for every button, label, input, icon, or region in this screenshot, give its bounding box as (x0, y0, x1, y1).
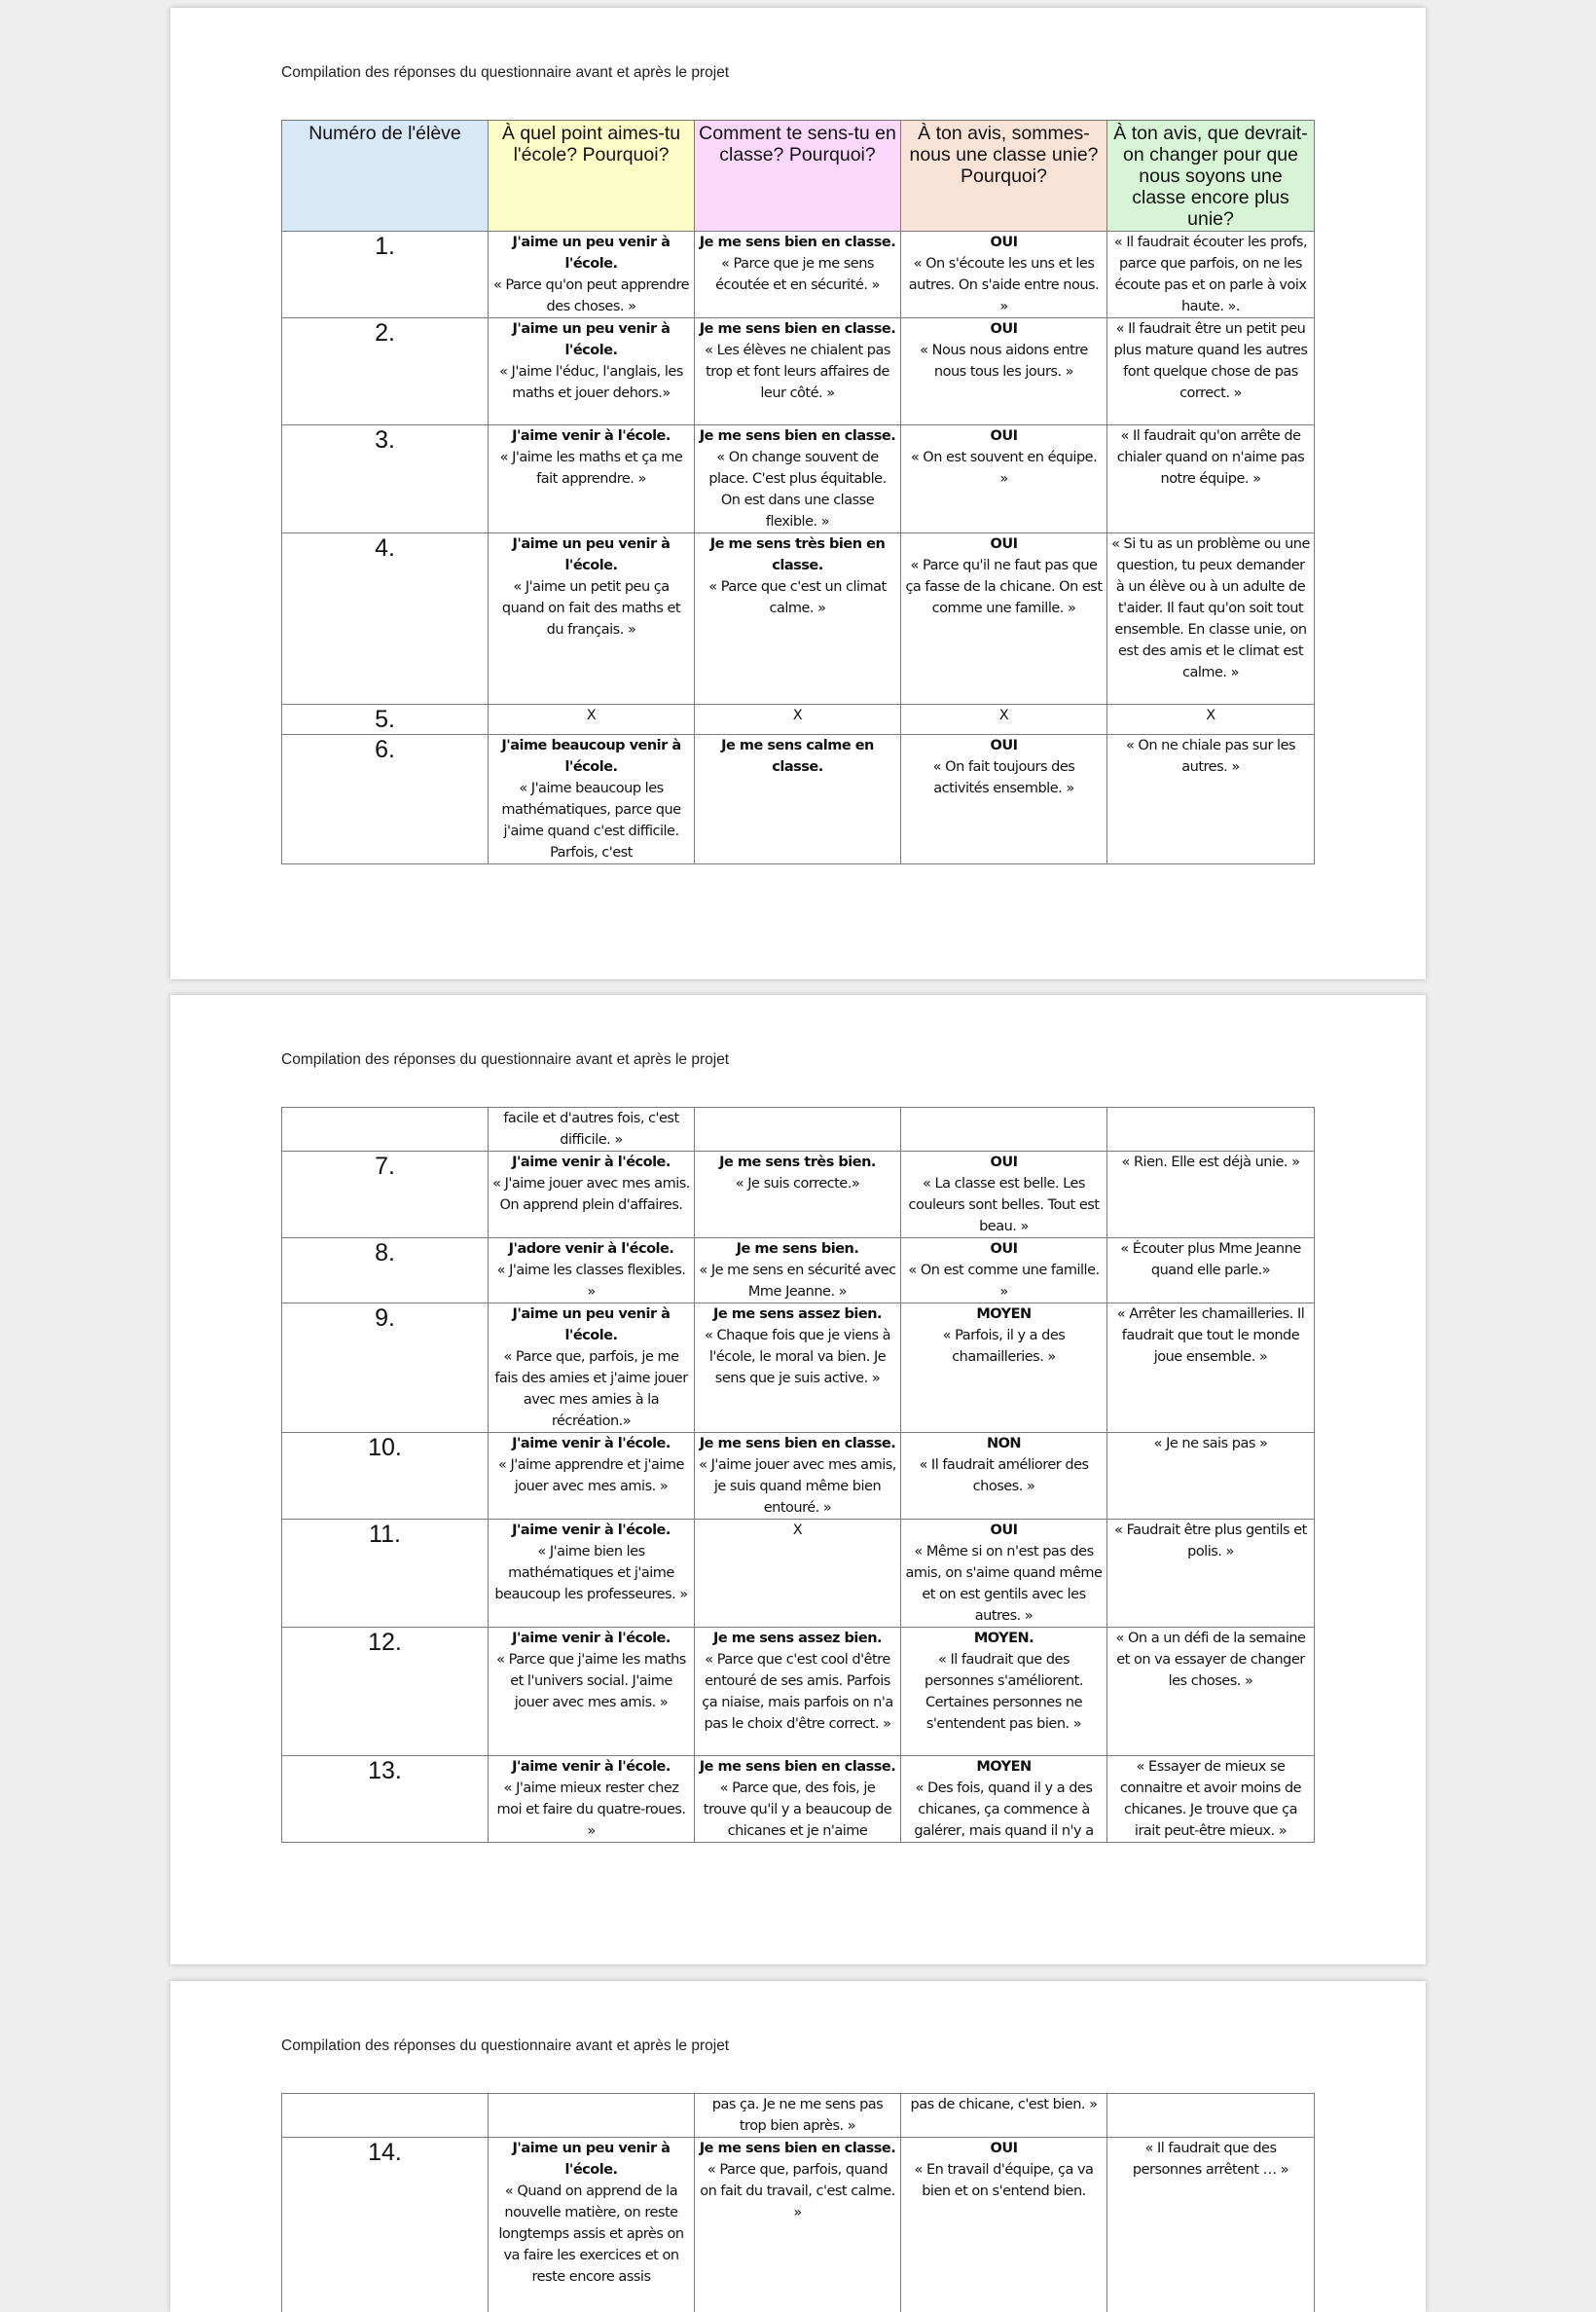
answer-cell (489, 1152, 695, 1238)
answer-main: J'aime venir à l'école. (492, 1628, 690, 1649)
student-number: 6. (282, 735, 489, 864)
answer-main: OUI (905, 1520, 1103, 1541)
answer-cell (901, 1303, 1107, 1433)
table-row (282, 1628, 1315, 1756)
answer-cell (695, 533, 901, 705)
answer-quote: « Je suis correcte.» (699, 1173, 896, 1194)
answer-quote: « La classe est belle. Les couleurs sont belles. Tout est beau. » (905, 1173, 1103, 1237)
answer-cell (695, 1520, 901, 1628)
column-header-student-number: Numéro de l'élève (282, 121, 489, 232)
answer-cell (489, 318, 695, 425)
answer-quote: « J'aime jouer avec mes amis. On apprend plein d'affaires. (492, 1173, 690, 1216)
table-row (282, 2094, 1315, 2138)
answer-main: Je me sens assez bien. (699, 1303, 896, 1325)
answer-main: OUI (905, 1152, 1103, 1173)
answer-cell (901, 1520, 1107, 1628)
table-row (282, 1433, 1315, 1520)
page-header: Compilation des réponses du questionnaire avant et après le projet (281, 64, 729, 82)
answer-quote: X (699, 705, 896, 726)
table-row (282, 533, 1315, 705)
answer-quote: « Faudrait être plus gentils et polis. » (1111, 1520, 1310, 1562)
student-number: 8. (282, 1238, 489, 1303)
document-page-3 (170, 1981, 1426, 2312)
answer-cell (1107, 1303, 1315, 1433)
answer-quote: « Parce que, parfois, je me fais des amies et j'aime jouer avec mes amies à la récréation.» (492, 1346, 690, 1432)
page-header: Compilation des réponses du questionnaire avant et après le projet (281, 1051, 729, 1069)
table-row (282, 1756, 1315, 1843)
answer-quote: « Parce que je me sens écoutée et en sécurité. » (699, 253, 896, 296)
student-number: 3. (282, 425, 489, 533)
table-row (282, 318, 1315, 425)
answer-quote: « Même si on n'est pas des amis, on s'aime quand même et on est gentils avec les autres. » (905, 1541, 1103, 1627)
answer-cell (489, 2094, 695, 2138)
answer-quote: « J'aime jouer avec mes amis, je suis quand même bien entouré. » (699, 1454, 896, 1519)
answer-main: J'adore venir à l'école. (492, 1238, 690, 1260)
table-row (282, 1303, 1315, 1433)
student-number (282, 1108, 489, 1152)
answer-quote: « On est comme une famille. » (905, 1260, 1103, 1303)
answer-quote: X (905, 705, 1103, 726)
answer-main: OUI (905, 2138, 1103, 2159)
student-number: 11. (282, 1520, 489, 1628)
answer-cell (695, 425, 901, 533)
answer-cell (1107, 425, 1315, 533)
answer-quote: « Parce que, parfois, quand on fait du travail, c'est calme. » (699, 2159, 896, 2223)
answer-main: J'aime venir à l'école. (492, 1520, 690, 1541)
answer-cell (1107, 2094, 1315, 2138)
answer-main: MOYEN (905, 1756, 1103, 1778)
answer-main: J'aime venir à l'école. (492, 1756, 690, 1778)
answer-cell (695, 705, 901, 735)
student-number: 1. (282, 232, 489, 318)
student-number: 14. (282, 2138, 489, 2312)
table-row (282, 232, 1315, 318)
answer-cell (901, 2138, 1107, 2312)
answer-main: Je me sens bien en classe. (699, 232, 896, 253)
answer-cell (1107, 1756, 1315, 1843)
answer-quote: « Parce que c'est cool d'être entouré de ses amis. Parfois ça niaise, mais parfois on n'a pas le choix d'être correct. » (699, 1649, 896, 1735)
table-row (282, 1238, 1315, 1303)
answer-main: Je me sens assez bien. (699, 1628, 896, 1649)
column-header-what-to-change: À ton avis, que devrait-on changer pour que nous soyons une classe encore plus unie? (1107, 121, 1315, 232)
answer-cell (695, 1238, 901, 1303)
answer-main: OUI (905, 735, 1103, 756)
answer-cell (489, 425, 695, 533)
answer-cell (489, 1520, 695, 1628)
column-header-like-school: À quel point aimes-tu l'école? Pourquoi? (489, 121, 695, 232)
answer-main: J'aime venir à l'école. (492, 1433, 690, 1454)
answer-quote: « Parce que c'est un climat calme. » (699, 576, 896, 619)
answer-quote: « Parfois, il y a des chamailleries. » (905, 1325, 1103, 1368)
answer-quote: « J'aime beaucoup les mathématiques, parce que j'aime quand c'est difficile. Parfois, c'est (492, 778, 690, 863)
table-row (282, 425, 1315, 533)
answer-main: OUI (905, 1238, 1103, 1260)
table-header-row (282, 121, 1315, 232)
answer-quote: « Rien. Elle est déjà unie. » (1111, 1152, 1310, 1173)
answer-main: J'aime un peu venir à l'école. (492, 1303, 690, 1346)
table-row (282, 1520, 1315, 1628)
answer-quote: « Il faudrait que des personnes arrêtent … » (1111, 2138, 1310, 2181)
answer-quote: « J'aime les classes flexibles. » (492, 1260, 690, 1303)
answer-quote: « On fait toujours des activités ensemble. » (905, 756, 1103, 799)
answer-cell (695, 2094, 901, 2138)
student-number: 7. (282, 1152, 489, 1238)
answer-cell (1107, 232, 1315, 318)
answer-quote: « Parce que j'aime les maths et l'univers social. J'aime jouer avec mes amis. » (492, 1649, 690, 1713)
answer-main: OUI (905, 533, 1103, 555)
student-number: 9. (282, 1303, 489, 1433)
answer-quote: « J'aime les maths et ça me fait apprendre. » (492, 447, 690, 490)
answer-cell (695, 735, 901, 864)
answer-quote: « On est souvent en équipe. » (905, 447, 1103, 490)
answer-cell (489, 533, 695, 705)
document-page-2 (170, 995, 1426, 1964)
answer-quote: « J'aime bien les mathématiques et j'aime beaucoup les professeures. » (492, 1541, 690, 1605)
answer-cell (695, 2138, 901, 2312)
answer-quote: « Il faudrait améliorer des choses. » (905, 1454, 1103, 1497)
table-row (282, 1108, 1315, 1152)
answer-main: NON (905, 1433, 1103, 1454)
student-number: 4. (282, 533, 489, 705)
answer-main: Je me sens bien en classe. (699, 1433, 896, 1454)
answer-cell (489, 1433, 695, 1520)
answer-quote: « On s'écoute les uns et les autres. On s'aide entre nous. » (905, 253, 1103, 317)
answer-main: Je me sens très bien en classe. (699, 533, 896, 576)
answer-cell (901, 735, 1107, 864)
answer-quote: « J'aime mieux rester chez moi et faire du quatre-roues. » (492, 1778, 690, 1842)
responses-table (281, 1107, 1315, 1843)
answer-main: OUI (905, 232, 1103, 253)
column-header-feel-in-class: Comment te sens-tu en classe? Pourquoi? (695, 121, 901, 232)
answer-cell (695, 1108, 901, 1152)
answer-cell (901, 1756, 1107, 1843)
answer-quote: « Il faudrait écouter les profs, parce que parfois, on ne les écoute pas et on parle à voix haute. ». (1111, 232, 1310, 317)
answer-quote: « Il faudrait qu'on arrête de chialer quand on n'aime pas notre équipe. » (1111, 425, 1310, 490)
answer-cell (489, 735, 695, 864)
document-page-1 (170, 8, 1426, 979)
answer-cell (1107, 533, 1315, 705)
student-number: 12. (282, 1628, 489, 1756)
answer-cell (901, 1628, 1107, 1756)
student-number: 10. (282, 1433, 489, 1520)
answer-main: J'aime un peu venir à l'école. (492, 533, 690, 576)
answer-quote: X (1111, 705, 1310, 726)
answer-cell (1107, 1108, 1315, 1152)
answer-cell (1107, 1628, 1315, 1756)
answer-main: Je me sens calme en classe. (699, 735, 896, 778)
answer-cell (489, 1108, 695, 1152)
answer-quote: pas ça. Je ne me sens pas trop bien après. » (699, 2094, 896, 2137)
answer-quote: « Quand on apprend de la nouvelle matière, on reste longtemps assis et après on va faire les exercices et on reste encore assis (492, 2181, 690, 2288)
answer-cell (901, 1433, 1107, 1520)
answer-cell (1107, 1520, 1315, 1628)
answer-quote: « Essayer de mieux se connaitre et avoir moins de chicanes. Je trouve que ça irait peut-être mieux. » (1111, 1756, 1310, 1842)
answer-cell (1107, 1152, 1315, 1238)
answer-quote: « J'aime l'éduc, l'anglais, les maths et jouer dehors.» (492, 361, 690, 404)
answer-main: J'aime un peu venir à l'école. (492, 2138, 690, 2181)
answer-quote: « Écouter plus Mme Jeanne quand elle parle.» (1111, 1238, 1310, 1281)
answer-cell (695, 1433, 901, 1520)
answer-cell (489, 1238, 695, 1303)
column-header-united-class: À ton avis, sommes-nous une classe unie? Pourquoi? (901, 121, 1107, 232)
answer-quote: « En travail d'équipe, ça va bien et on s'entend bien. (905, 2159, 1103, 2202)
answer-cell (1107, 735, 1315, 864)
answer-main: Je me sens bien en classe. (699, 425, 896, 447)
answer-main: OUI (905, 318, 1103, 340)
answer-cell (1107, 1433, 1315, 1520)
answer-quote: « On a un défi de la semaine et on va essayer de changer les choses. » (1111, 1628, 1310, 1692)
answer-main: Je me sens bien en classe. (699, 1756, 896, 1778)
answer-quote: facile et d'autres fois, c'est difficile. » (492, 1108, 690, 1151)
table-row (282, 735, 1315, 864)
answer-cell (1107, 2138, 1315, 2312)
answer-cell (901, 1152, 1107, 1238)
answer-quote: « Nous nous aidons entre nous tous les jours. » (905, 340, 1103, 383)
answer-main: J'aime un peu venir à l'école. (492, 318, 690, 361)
answer-cell (1107, 1238, 1315, 1303)
answer-quote: X (492, 705, 690, 726)
answer-main: OUI (905, 425, 1103, 447)
answer-cell (695, 318, 901, 425)
answer-quote: « Chaque fois que je viens à l'école, le moral va bien. Je sens que je suis active. » (699, 1325, 896, 1389)
answer-quote: « On change souvent de place. C'est plus équitable. On est dans une classe flexible. » (699, 447, 896, 532)
answer-quote: « Je me sens en sécurité avec Mme Jeanne. » (699, 1260, 896, 1303)
answer-cell (695, 232, 901, 318)
answer-quote: « Il faudrait être un petit peu plus mature quand les autres font quelque chose de pas correct. » (1111, 318, 1310, 404)
answer-cell (695, 1628, 901, 1756)
answer-cell (1107, 705, 1315, 735)
answer-cell (901, 318, 1107, 425)
answer-quote: X (699, 1520, 896, 1541)
table-row (282, 705, 1315, 735)
answer-cell (901, 705, 1107, 735)
answer-quote: « Des fois, quand il y a des chicanes, ça commence à galérer, mais quand il n'y a (905, 1778, 1103, 1842)
answer-quote: « J'aime un petit peu ça quand on fait des maths et du français. » (492, 576, 690, 641)
answer-main: J'aime beaucoup venir à l'école. (492, 735, 690, 778)
answer-cell (901, 2094, 1107, 2138)
answer-quote: « Il faudrait que des personnes s'améliorent. Certaines personnes ne s'entendent pas bien. » (905, 1649, 1103, 1735)
answer-cell (489, 1628, 695, 1756)
student-number (282, 2094, 489, 2138)
answer-main: J'aime venir à l'école. (492, 425, 690, 447)
responses-table (281, 2093, 1315, 2312)
answer-main: Je me sens bien. (699, 1238, 896, 1260)
answer-main: MOYEN. (905, 1628, 1103, 1649)
answer-quote: « Les élèves ne chialent pas trop et font leurs affaires de leur côté. » (699, 340, 896, 404)
answer-cell (901, 1108, 1107, 1152)
answer-cell (901, 232, 1107, 318)
answer-cell (489, 705, 695, 735)
answer-main: Je me sens très bien. (699, 1152, 896, 1173)
answer-cell (489, 232, 695, 318)
answer-quote: « Parce qu'on peut apprendre des choses. » (492, 275, 690, 317)
answer-quote: « Si tu as un problème ou une question, tu peux demander à un élève ou à un adulte de t'aider. Il faut qu'on soit tout ensemble. En classe unie, on est des amis et le climat est calme. » (1111, 533, 1310, 683)
answer-cell (901, 1238, 1107, 1303)
responses-table (281, 120, 1315, 864)
answer-quote: « Parce qu'il ne faut pas que ça fasse de la chicane. On est comme une famille. » (905, 555, 1103, 619)
answer-cell (1107, 318, 1315, 425)
answer-cell (695, 1303, 901, 1433)
answer-quote: « Je ne sais pas » (1111, 1433, 1310, 1454)
answer-cell (901, 533, 1107, 705)
answer-quote: « Arrêter les chamailleries. Il faudrait que tout le monde joue ensemble. » (1111, 1303, 1310, 1368)
answer-cell (695, 1152, 901, 1238)
answer-main: J'aime venir à l'école. (492, 1152, 690, 1173)
answer-cell (489, 2138, 695, 2312)
answer-main: J'aime un peu venir à l'école. (492, 232, 690, 275)
student-number: 2. (282, 318, 489, 425)
answer-quote: « On ne chiale pas sur les autres. » (1111, 735, 1310, 778)
page-header: Compilation des réponses du questionnaire avant et après le projet (281, 2037, 729, 2055)
answer-cell (901, 425, 1107, 533)
answer-quote: pas de chicane, c'est bien. » (905, 2094, 1103, 2115)
answer-cell (489, 1303, 695, 1433)
student-number: 13. (282, 1756, 489, 1843)
student-number: 5. (282, 705, 489, 735)
answer-cell (695, 1756, 901, 1843)
table-row (282, 2138, 1315, 2312)
answer-cell (489, 1756, 695, 1843)
table-row (282, 1152, 1315, 1238)
answer-main: MOYEN (905, 1303, 1103, 1325)
answer-main: Je me sens bien en classe. (699, 318, 896, 340)
answer-main: Je me sens bien en classe. (699, 2138, 896, 2159)
answer-quote: « J'aime apprendre et j'aime jouer avec mes amis. » (492, 1454, 690, 1497)
answer-quote: « Parce que, des fois, je trouve qu'il y a beaucoup de chicanes et je n'aime (699, 1778, 896, 1842)
